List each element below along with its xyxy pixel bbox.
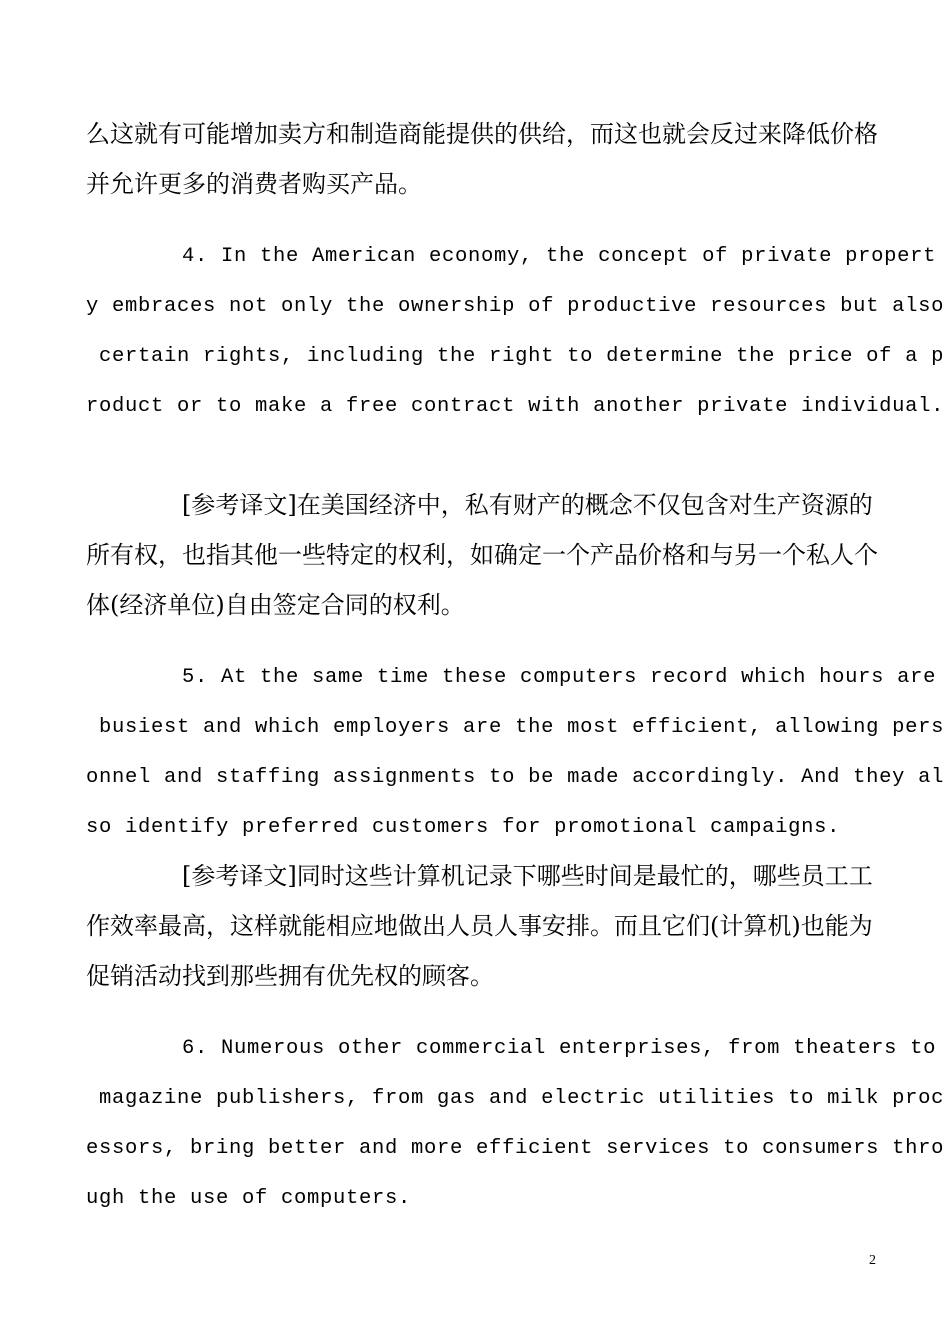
text-line: so identify preferred customers for promotional campaigns. [86,816,841,839]
text-line: essors, bring better and more efficient services to consumers thro [86,1137,945,1160]
text-line: 所有权，也指其他一些特定的权利，如确定一个产品价格和与另一个私人个 [86,541,878,569]
text-line: certain rights, including the right to determine the price of a p [86,345,945,368]
text-line: ugh the use of computers. [86,1187,412,1210]
text-line: 6. Numerous other commercial enterprises, from theaters to [182,1037,937,1060]
text-line: 并允许更多的消费者购买产品。 [86,170,422,198]
text-line: 么这就有可能增加卖方和制造商能提供的供给，而这也就会反过来降低价格 [86,120,878,148]
text-line: roduct or to make a free contract with another private individual. [86,395,945,418]
text-line: busiest and which employers are the most efficient, allowing pers [86,716,945,739]
text-line: y embraces not only the ownership of productive resources but also [86,295,945,318]
text-line: [参考译文]在美国经济中，私有财产的概念不仅包含对生产资源的 [182,491,873,519]
text-line: 促销活动找到那些拥有优先权的顾客。 [86,962,494,990]
text-line: onnel and staffing assignments to be made accordingly. And they al [86,766,945,789]
page-number: 2 [869,1253,876,1268]
text-line: 体(经济单位)自由签定合同的权利。 [86,591,465,619]
text-line: [参考译文]同时这些计算机记录下哪些时间是最忙的，哪些员工工 [182,862,873,890]
text-line: magazine publishers, from gas and electric utilities to milk proc [86,1087,945,1110]
text-line: 5. At the same time these computers record which hours are [182,666,937,689]
text-line: 作效率最高，这样就能相应地做出人员人事安排。而且它们(计算机)也能为 [86,912,873,940]
text-line: 4. In the American economy, the concept of private propert [182,245,937,268]
